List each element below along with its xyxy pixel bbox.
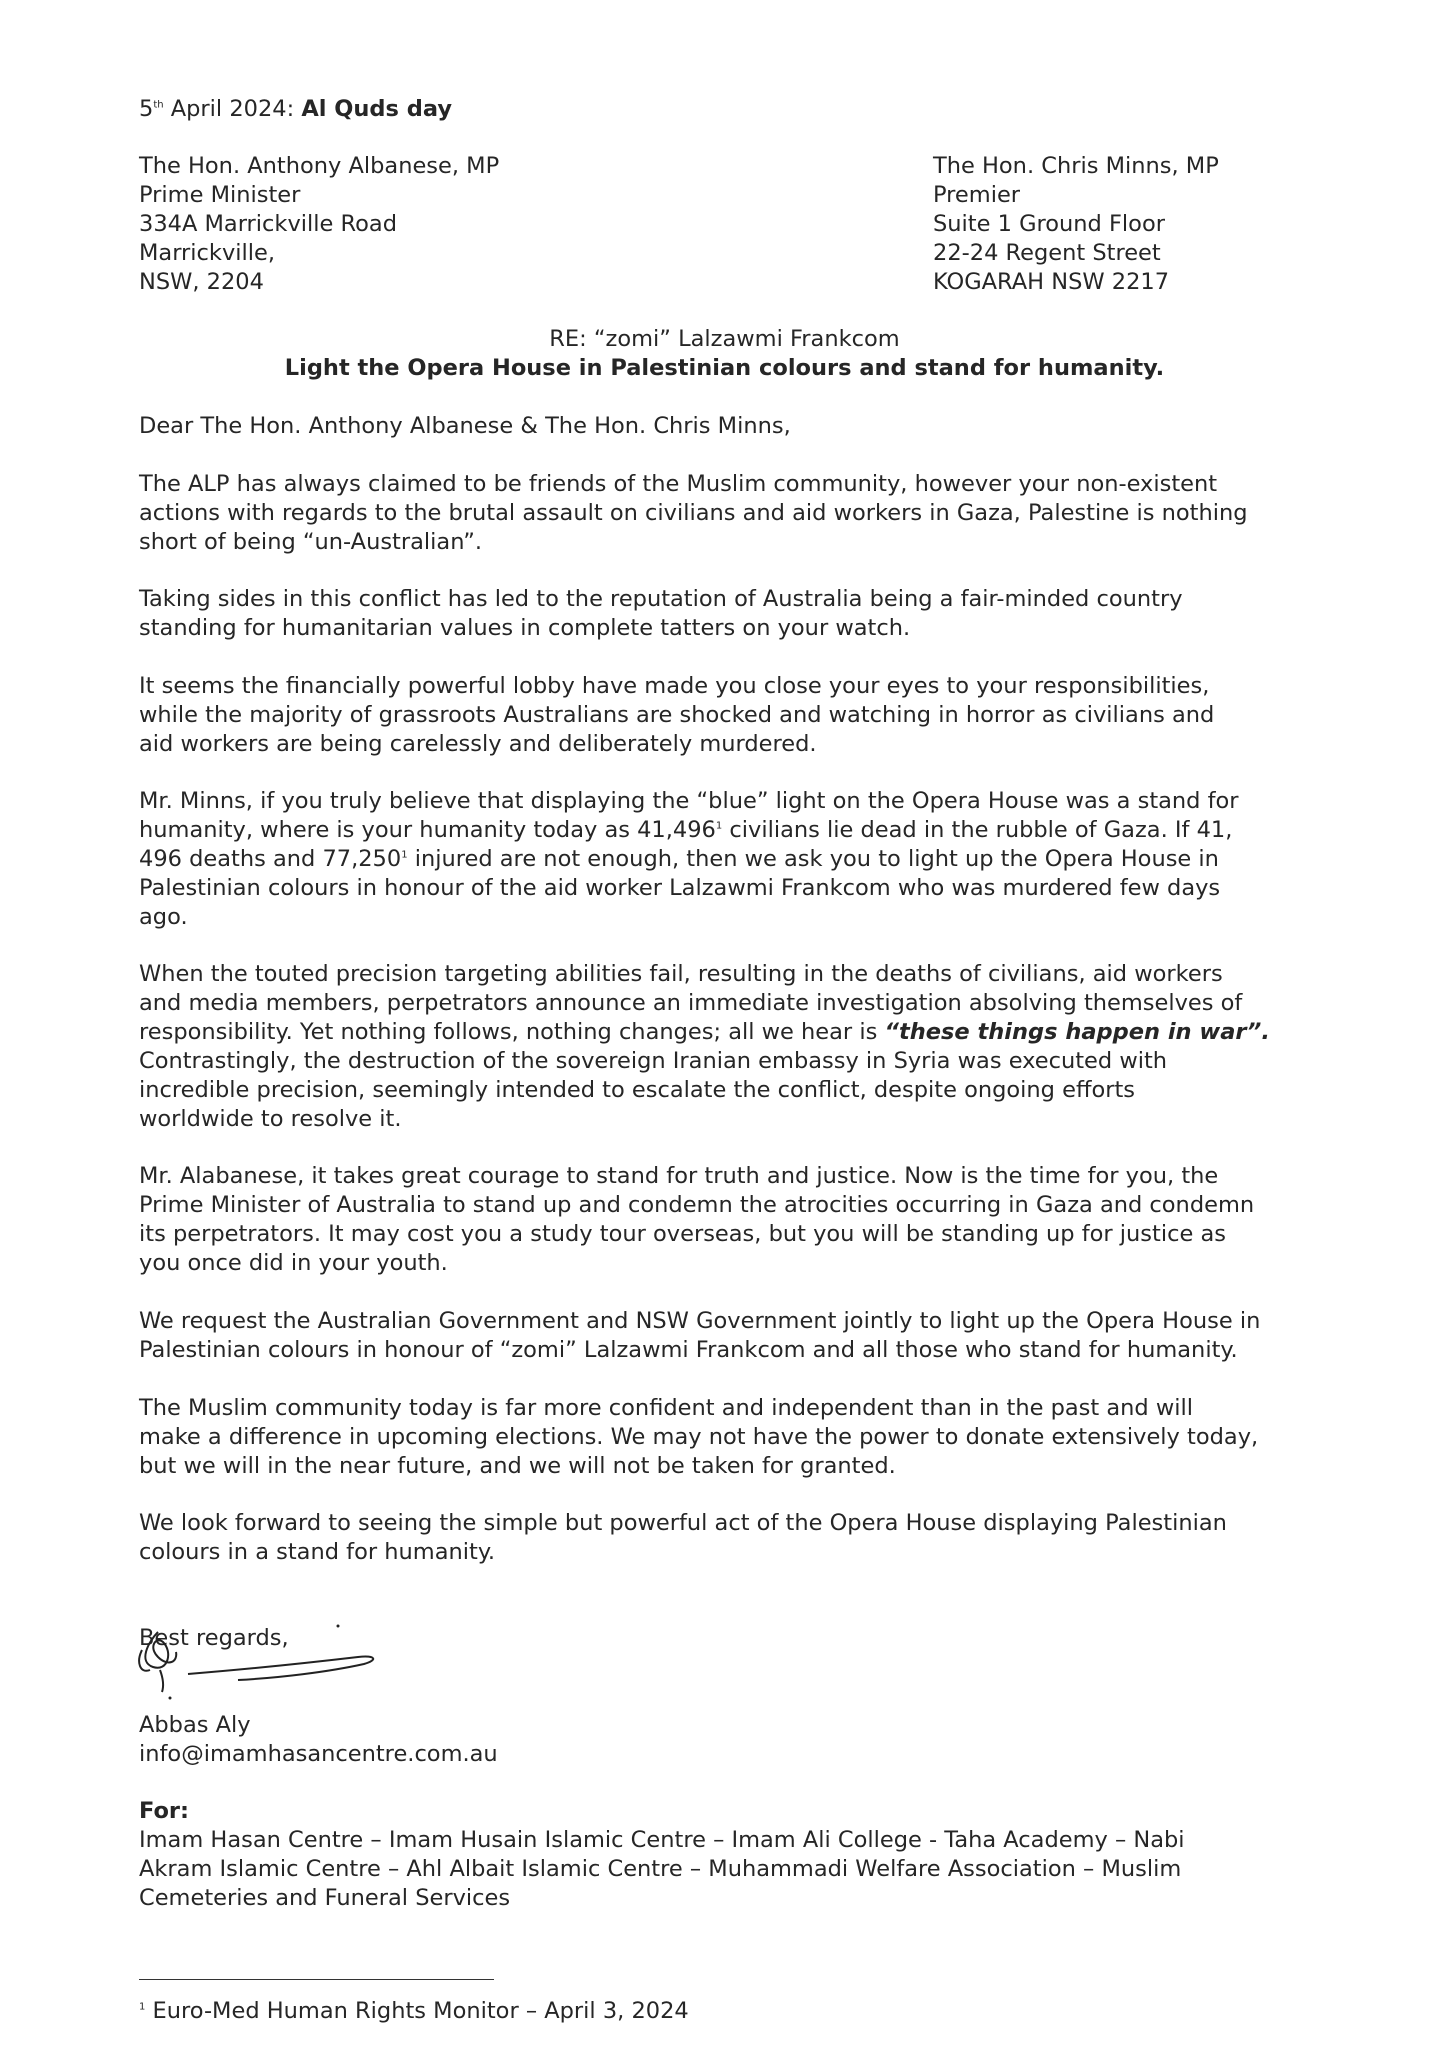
- footnote: [139, 1997, 689, 2026]
- re-line: RE: “zomi” Lalzawmi Frankcom: [549, 326, 900, 352]
- text-segment: humanity, where is your humanity today as 41,496: [139, 817, 716, 843]
- text-line: It seems the financially powerful lobby have made you close your eyes to your responsibilities,: [139, 673, 1210, 699]
- text-line: Mr. Minns, if you truly believe that displaying the “blue” light on the Opera House was a stand for: [139, 788, 1239, 814]
- text-line: We look forward to seeing the simple but powerful act of the Opera House displaying Palestinian: [139, 1510, 1227, 1536]
- text-line: Cemeteries and Funeral Services: [139, 1885, 511, 1911]
- for-label: For:: [139, 1798, 190, 1824]
- paragraph-5: [139, 960, 1319, 1134]
- text-line: worldwide to resolve it.: [139, 1106, 402, 1132]
- date-day: 5: [139, 96, 154, 122]
- recipient-left-line: NSW, 2204: [139, 269, 264, 295]
- text-line: while the majority of grassroots Australians are shocked and watching in horror as civilians and: [139, 702, 1215, 728]
- paragraph-2: [139, 585, 1319, 643]
- signer-email: info@imamhasancentre.com.au: [139, 1741, 498, 1767]
- signer-name: Abbas Aly: [139, 1712, 251, 1738]
- text-segment: civilians lie dead in the rubble of Gaza. If 41,: [722, 817, 1233, 843]
- text-line: its perpetrators. It may cost you a study tour overseas, but you will be standing up for justice as: [139, 1221, 1226, 1247]
- text-line: you once did in your youth.: [139, 1250, 448, 1276]
- organisations-list: [139, 1826, 1319, 1913]
- footnote-mark: 1: [139, 2001, 146, 2013]
- footnote-divider: [139, 1979, 494, 1980]
- text-segment: responsibility. Yet nothing follows, nothing changes; all we hear is: [139, 1019, 885, 1045]
- recipient-left-line: Marrickville,: [139, 240, 276, 266]
- salutation: Dear The Hon. Anthony Albanese & The Hon. Chris Minns,: [139, 413, 791, 439]
- text-segment: injured are not enough, then we ask you to light up the Opera House in: [407, 846, 1219, 872]
- paragraph-8: [139, 1394, 1319, 1481]
- text-line: ago.: [139, 904, 188, 930]
- text-line: short of being “un-Australian”.: [139, 529, 483, 555]
- text-line: incredible precision, seemingly intended to escalate the conflict, despite ongoing efforts: [139, 1077, 1136, 1103]
- footnote-ref: 1: [715, 820, 723, 832]
- recipient-right-line: KOGARAH NSW 2217: [933, 269, 1170, 295]
- recipient-right-line: 22-24 Regent Street: [933, 240, 1161, 266]
- text-segment: 496 deaths and 77,250: [139, 846, 402, 872]
- text-line: Mr. Alabanese, it takes great courage to stand for truth and justice. Now is the time for you, the: [139, 1163, 1219, 1189]
- text-line: We request the Australian Government and NSW Government jointly to light up the Opera House in: [139, 1308, 1261, 1334]
- text-line: colours in a stand for humanity.: [139, 1539, 496, 1565]
- text-line: [139, 1018, 1319, 1047]
- text-line: but we will in the near future, and we will not be taken for granted.: [139, 1453, 896, 1479]
- signature-image: [128, 1612, 388, 1702]
- footnote-text: Euro-Med Human Rights Monitor – April 3, 2024: [145, 1998, 689, 2024]
- date-rest: April 2024:: [163, 96, 302, 122]
- text-line: Taking sides in this conflict has led to the reputation of Australia being a fair-minded country: [139, 586, 1183, 612]
- paragraph-9: [139, 1509, 1319, 1567]
- recipient-left-line: 334A Marrickville Road: [139, 211, 397, 237]
- text-line: The Muslim community today is far more confident and independent than in the past and will: [139, 1395, 1194, 1421]
- date-line: [139, 95, 452, 124]
- text-line: make a difference in upcoming elections. We may not have the power to donate extensively today,: [139, 1424, 1259, 1450]
- text-line: Imam Hasan Centre – Imam Husain Islamic Centre – Imam Ali College - Taha Academy – Nabi: [139, 1827, 1185, 1853]
- text-line: Palestinian colours in honour of the aid worker Lalzawmi Frankcom who was murdered few days: [139, 875, 1221, 901]
- paragraph-6: [139, 1162, 1319, 1278]
- text-line: Contrastingly, the destruction of the sovereign Iranian embassy in Syria was executed with: [139, 1048, 1168, 1074]
- date-event: Al Quds day: [301, 96, 453, 122]
- text-line: actions with regards to the brutal assault on civilians and aid workers in Gaza, Palestine is nothing: [139, 500, 1248, 526]
- paragraph-4: [139, 787, 1319, 932]
- text-line: [139, 845, 1319, 874]
- recipient-left-line: The Hon. Anthony Albanese, MP: [139, 153, 500, 179]
- text-line: Palestinian colours in honour of “zomi” Lalzawmi Frankcom and all those who stand for humanity.: [139, 1337, 1238, 1363]
- paragraph-7: [139, 1307, 1319, 1365]
- footnote-ref: 1: [401, 849, 408, 861]
- date-day-suffix: th: [153, 99, 164, 111]
- recipient-right-line: Suite 1 Ground Floor: [933, 211, 1165, 237]
- subject-line: Light the Opera House in Palestinian colours and stand for humanity.: [284, 355, 1165, 381]
- emphasis-quote: “these things happen in war”.: [884, 1019, 1270, 1045]
- paragraph-3: [139, 672, 1319, 759]
- recipient-right-line: Premier: [933, 182, 1021, 208]
- closing: Best regards,: [139, 1625, 289, 1651]
- recipient-left-line: Prime Minister: [139, 182, 301, 208]
- text-line: Prime Minister of Australia to stand up and condemn the atrocities occurring in Gaza and condemn: [139, 1192, 1255, 1218]
- text-line: standing for humanitarian values in complete tatters on your watch.: [139, 615, 911, 641]
- paragraph-1: [139, 470, 1319, 557]
- text-line: When the touted precision targeting abilities fail, resulting in the deaths of civilians, aid workers: [139, 961, 1223, 987]
- text-line: aid workers are being carelessly and deliberately murdered.: [139, 731, 817, 757]
- text-line: The ALP has always claimed to be friends of the Muslim community, however your non-existent: [139, 471, 1218, 497]
- recipient-right-line: The Hon. Chris Minns, MP: [933, 153, 1219, 179]
- recipient-left-address: [139, 152, 559, 297]
- recipient-right-address: [933, 152, 1353, 297]
- text-line: and media members, perpetrators announce an immediate investigation absolving themselves of: [139, 990, 1243, 1016]
- text-line: [139, 816, 1319, 845]
- text-line: Akram Islamic Centre – Ahl Albait Islamic Centre – Muhammadi Welfare Association – Muslim: [139, 1856, 1182, 1882]
